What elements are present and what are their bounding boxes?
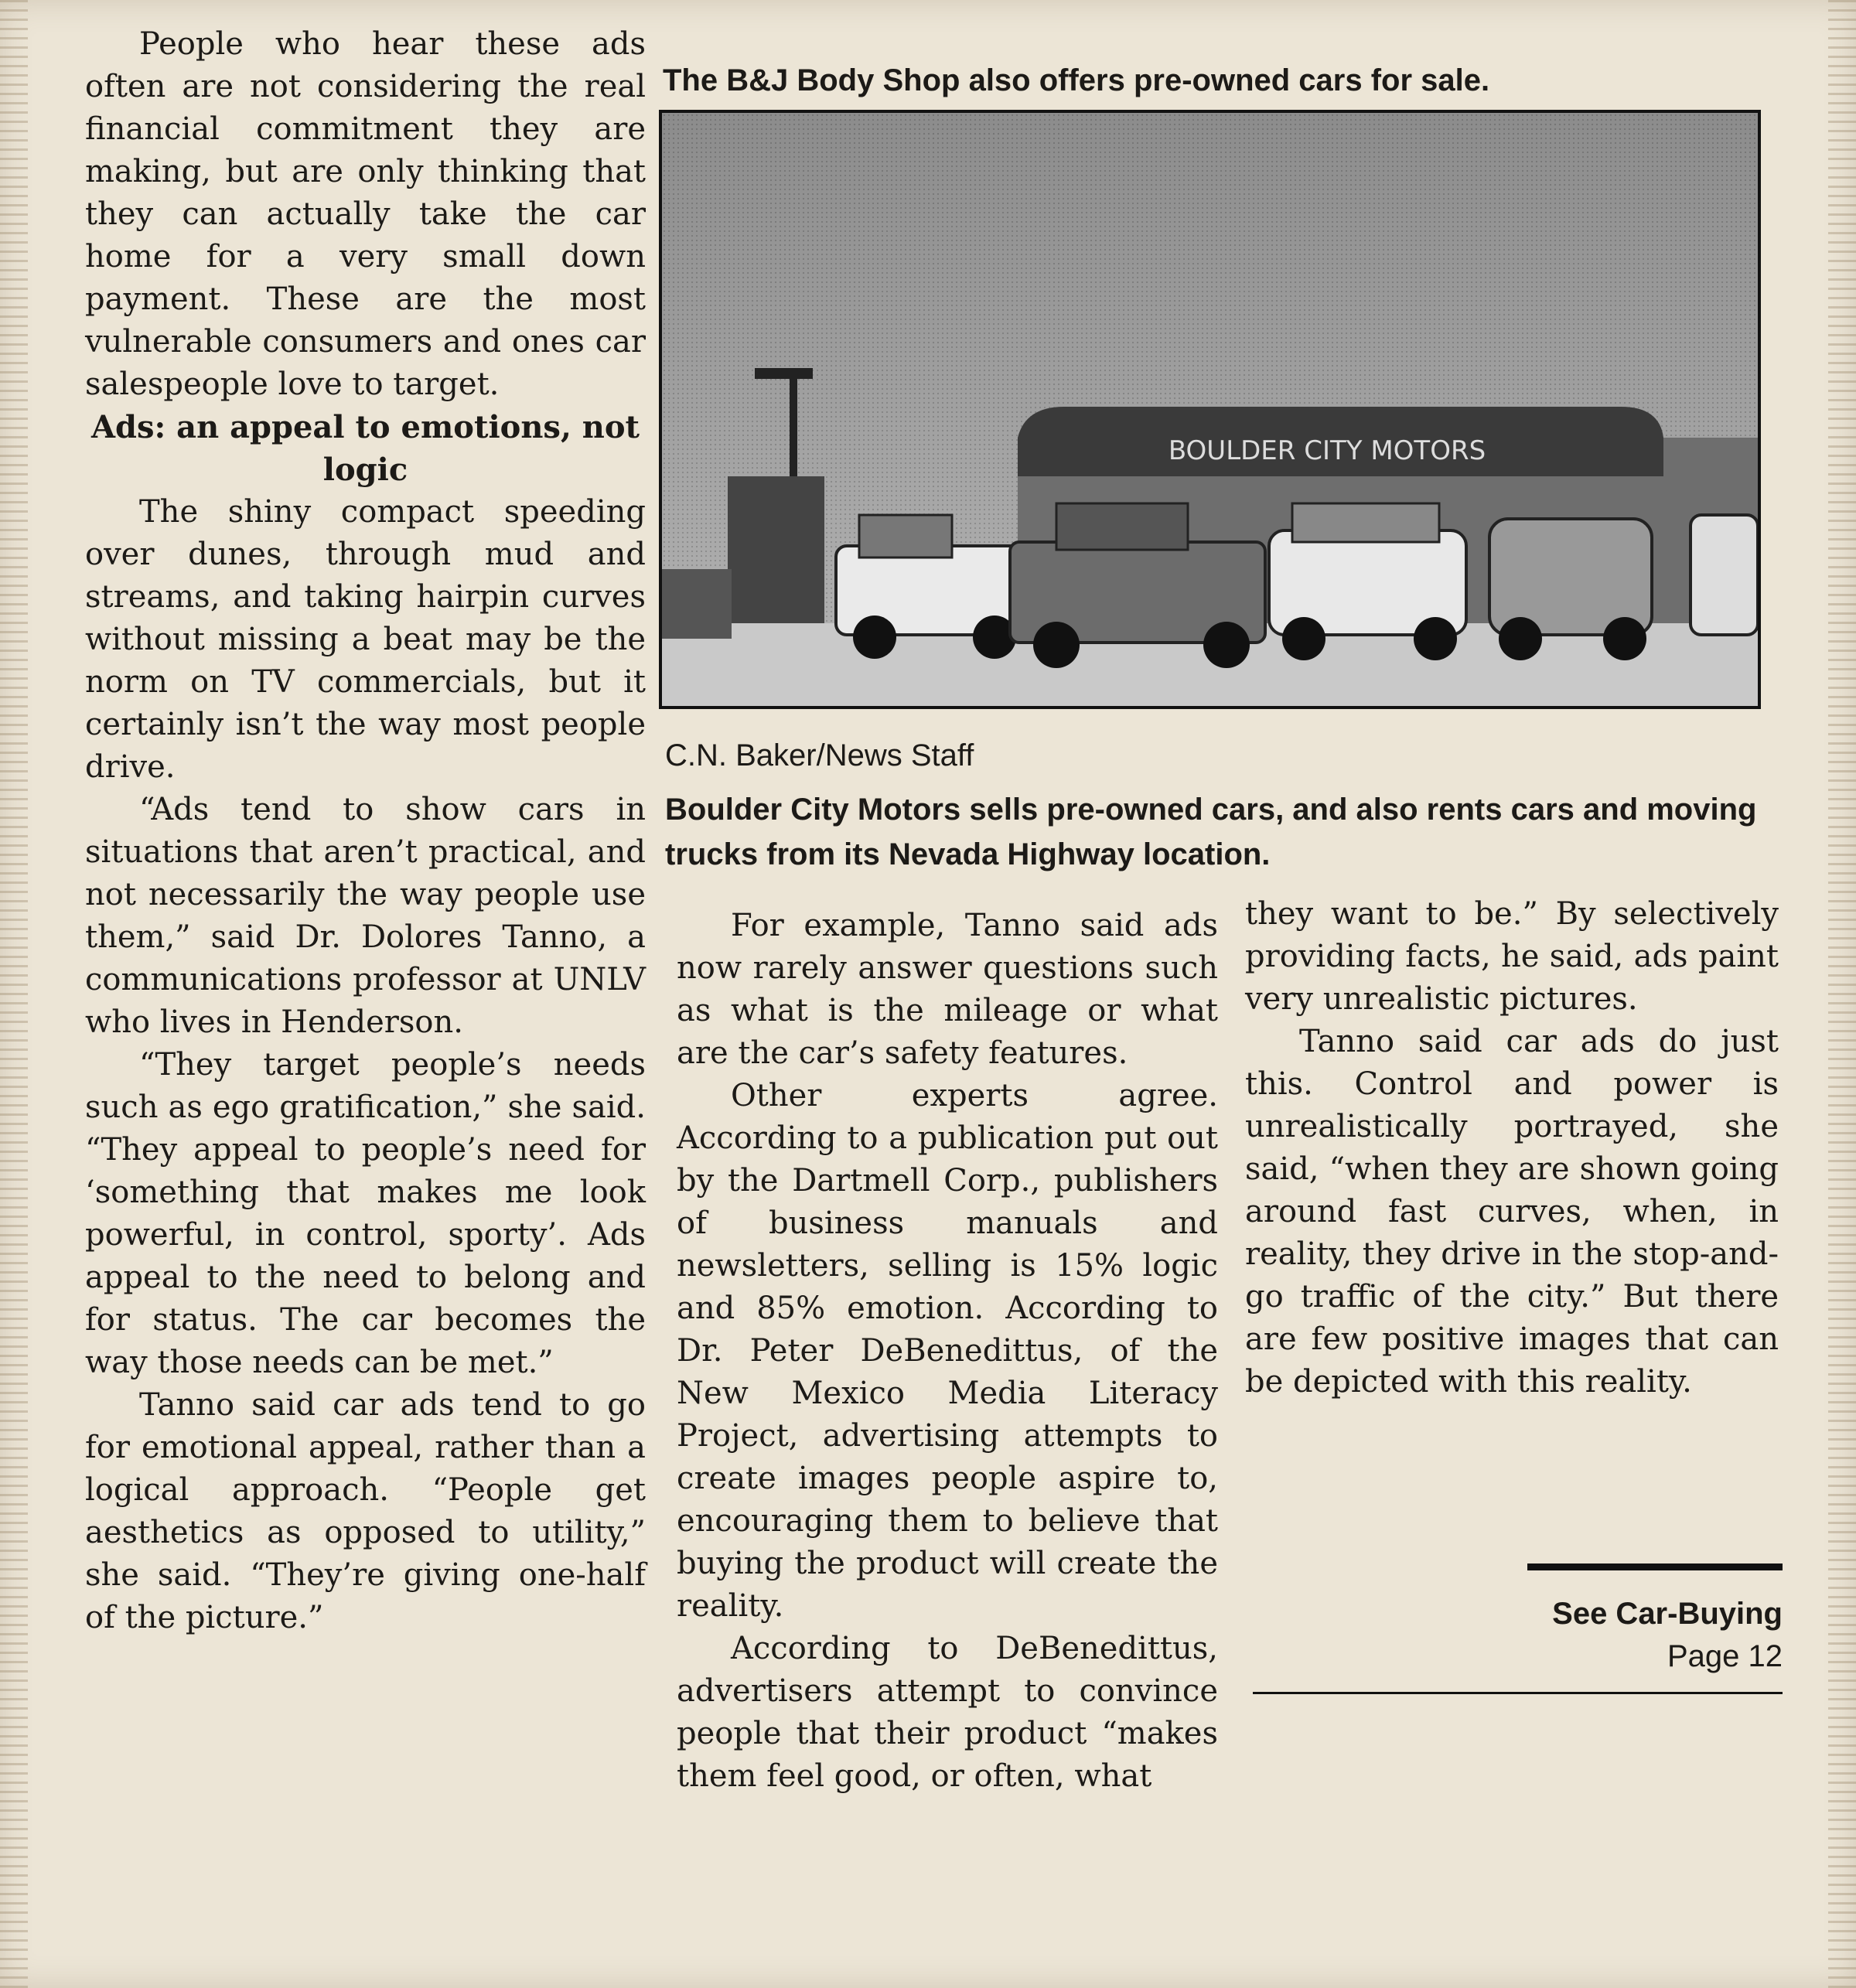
- paragraph: “Ads tend to show cars in situations that aren’t practical, and not necessarily the way people use them,” said Dr. Dolores Tanno, a communications professor at UNLV who lives in Henderson.: [85, 792, 646, 1040]
- photo-caption: Boulder City Motors sells pre-owned cars, and also rents cars and moving trucks from its Nevada Highway location.: [665, 793, 1757, 871]
- article-column-2: [677, 905, 1218, 1798]
- paragraph: Tanno said car ads do just this. Control and power is unrealistically portrayed, she said, “when they are shown going around fast curves, when, in reality, they drive in the stop-and-go traffic of the city.” But there are few positive images that can be depicted with this reality.: [1245, 1024, 1779, 1400]
- sign-text: BOULDER CITY MOTORS: [1168, 435, 1486, 466]
- price-sign: [728, 476, 824, 646]
- paragraph: “They target people’s needs such as ego gratification,” she said. “They appeal to people’s need for ‘something that makes me look powerful, in control, sporty’. Ads appeal to the need to belong and for status. The car becomes the way those needs can be met.”: [85, 1047, 646, 1380]
- subheadline: Ads: an appeal to emotions, not logic: [90, 409, 640, 488]
- jump-rule-top: [1527, 1563, 1783, 1570]
- torn-right-edge: [1828, 0, 1856, 1988]
- car-dealership-photo: [659, 110, 1761, 709]
- torn-left-edge: [0, 0, 28, 1988]
- jump-page-number: Page 12: [1667, 1639, 1783, 1673]
- paragraph: they want to be.” By selectively providing facts, he said, ads paint very unrealistic pictures.: [1245, 896, 1779, 1017]
- paragraph: Tanno said car ads tend to go for emotional appeal, rather than a logical approach. “People get aesthetics as opposed to utility,” she said. “They’re giving one-half of the picture.”: [85, 1387, 646, 1635]
- photo-credit: C.N. Baker/News Staff: [665, 738, 974, 772]
- photo-headline-caption: The B&J Body Shop also offers pre-owned cars for sale.: [663, 63, 1490, 97]
- photo-image: [662, 113, 1758, 706]
- paragraph: People who hear these ads often are not considering the real financial commitment they are making, but are only thinking that they can actually take the car home for a very small down payment. These are the most vulnerable consumers and ones car salespeople love to target.: [85, 26, 646, 402]
- jump-label: See Car-Buying: [1552, 1597, 1783, 1631]
- article-column-1: [85, 23, 646, 1639]
- paragraph: According to DeBenedittus, advertisers attempt to convince people that their product “makes them feel good, or often, what: [677, 1631, 1218, 1794]
- paragraph: The shiny compact speeding over dunes, through mud and streams, and taking hairpin curves without missing a beat may be the norm on TV commercials, but it certainly isn’t the way most people drive.: [85, 494, 646, 785]
- paragraph: Other experts agree. According to a publication put out by the Dartmell Corp., publishers of business manuals and newsletters, selling is 15% logic and 85% emotion. According to Dr. Peter DeBenedittus, of the New Mexico Media Literacy Project, advertising attempts to create images people aspire to, encouraging them to believe that buying the product will create the reality.: [677, 1078, 1218, 1624]
- jump-rule-bottom: [1253, 1692, 1783, 1694]
- article-column-3: [1245, 893, 1779, 1403]
- paragraph: For example, Tanno said ads now rarely answer questions such as what is the mileage or what are the car’s safety features.: [677, 908, 1218, 1071]
